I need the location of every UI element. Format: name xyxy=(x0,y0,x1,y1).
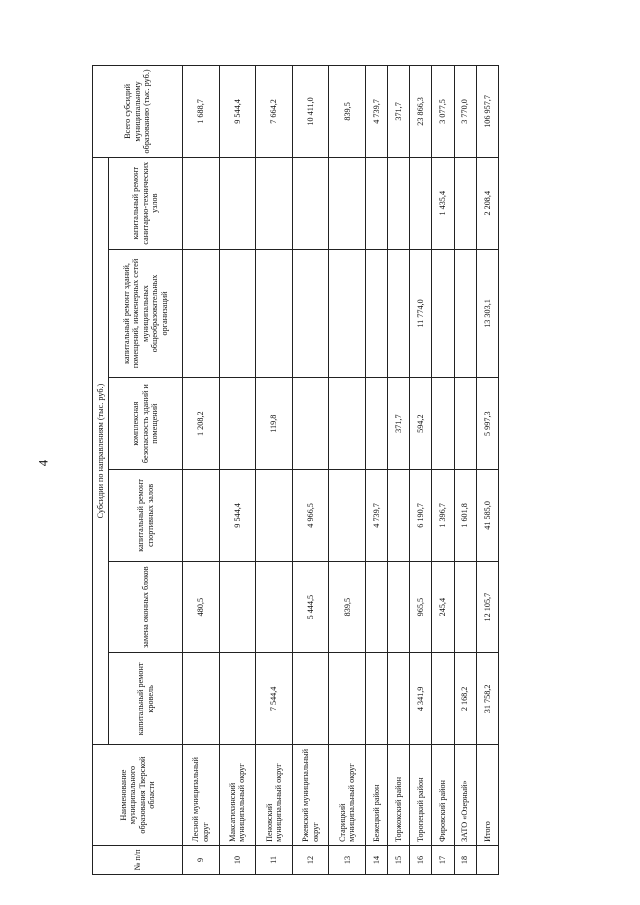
row-total: 3 077,5 xyxy=(432,66,454,158)
row-value xyxy=(388,249,410,378)
table-row xyxy=(329,66,366,875)
row-value xyxy=(219,157,256,249)
row-value xyxy=(329,470,366,562)
row-value xyxy=(183,157,220,249)
row-value xyxy=(292,249,329,378)
row-value xyxy=(329,249,366,378)
row-value xyxy=(454,561,476,653)
row-value xyxy=(292,378,329,470)
row-value: 965,5 xyxy=(410,561,432,653)
row-value xyxy=(329,653,366,745)
row-value xyxy=(388,470,410,562)
row-name: Торжокский район xyxy=(388,745,410,846)
itogo-value: 2 208,4 xyxy=(476,157,498,249)
row-value xyxy=(366,249,388,378)
row-value xyxy=(256,470,293,562)
row-value: 6 190,7 xyxy=(410,470,432,562)
row-value xyxy=(366,378,388,470)
row-total: 7 664,2 xyxy=(256,66,293,158)
row-value: 480,5 xyxy=(183,561,220,653)
table-row xyxy=(366,66,388,875)
row-total: 10 411,0 xyxy=(292,66,329,158)
row-value xyxy=(388,561,410,653)
row-value xyxy=(454,249,476,378)
row-value xyxy=(454,378,476,470)
row-total: 3 770,0 xyxy=(454,66,476,158)
row-value: 839,5 xyxy=(329,561,366,653)
itogo-value: 5 997,3 xyxy=(476,378,498,470)
row-value: 1 208,2 xyxy=(183,378,220,470)
row-name: Ржевский муниципальный округ xyxy=(292,745,329,846)
itogo-label: Итого xyxy=(476,745,498,846)
row-number: 10 xyxy=(219,845,256,874)
row-value xyxy=(292,157,329,249)
row-value xyxy=(432,249,454,378)
row-number: 13 xyxy=(329,845,366,874)
row-value: 1 396,7 xyxy=(432,470,454,562)
row-value: 4 739,7 xyxy=(366,470,388,562)
row-value xyxy=(410,157,432,249)
row-name: Пеновский муниципальный округ xyxy=(256,745,293,846)
row-number: 18 xyxy=(454,845,476,874)
row-value xyxy=(329,157,366,249)
row-value: 2 168,2 xyxy=(454,653,476,745)
table-row xyxy=(183,66,220,875)
row-number: 16 xyxy=(410,845,432,874)
header-col-sanitary: капитальный ремонт санитарно-технических узлов xyxy=(109,157,183,249)
row-name: Бежецкий район xyxy=(366,745,388,846)
header-col-windows: замена оконных блоков xyxy=(109,561,183,653)
row-value xyxy=(219,378,256,470)
table-row xyxy=(256,66,293,875)
header-group: Субсидии по направлениям (тыс. руб.) xyxy=(93,157,109,744)
header-col-safety: комплексная безопасность зданий и помещений xyxy=(109,378,183,470)
row-value xyxy=(219,561,256,653)
subsidy-table-rotated xyxy=(92,65,499,875)
row-total: 4 739,7 xyxy=(366,66,388,158)
row-value: 1 435,4 xyxy=(432,157,454,249)
header-name: Наименование муниципального образования Тверской области xyxy=(93,745,183,846)
row-number: 12 xyxy=(292,845,329,874)
table-row xyxy=(292,66,329,875)
row-value xyxy=(388,157,410,249)
row-value xyxy=(432,378,454,470)
table-row xyxy=(219,66,256,875)
row-value xyxy=(183,470,220,562)
itogo-value: 31 758,2 xyxy=(476,653,498,745)
row-value xyxy=(366,653,388,745)
row-value: 7 544,4 xyxy=(256,653,293,745)
row-value xyxy=(256,157,293,249)
row-name: Лесной муниципальный округ xyxy=(183,745,220,846)
row-number: 9 xyxy=(183,845,220,874)
row-total: 9 544,4 xyxy=(219,66,256,158)
row-value xyxy=(432,653,454,745)
row-value xyxy=(292,653,329,745)
row-number: 15 xyxy=(388,845,410,874)
empty-cell xyxy=(476,845,498,874)
row-value: 11 774,0 xyxy=(410,249,432,378)
table-row xyxy=(432,66,454,875)
row-number: 14 xyxy=(366,845,388,874)
row-value xyxy=(219,249,256,378)
row-value: 119,8 xyxy=(256,378,293,470)
row-value xyxy=(256,249,293,378)
row-name: Торопецкий район xyxy=(410,745,432,846)
subsidy-table xyxy=(92,65,499,875)
row-name: ЗАТО «Озерный» xyxy=(454,745,476,846)
header-num: № п/п xyxy=(93,845,183,874)
row-value: 245,4 xyxy=(432,561,454,653)
table-row xyxy=(410,66,432,875)
itogo-value: 12 105,7 xyxy=(476,561,498,653)
row-value: 9 544,4 xyxy=(219,470,256,562)
row-number: 17 xyxy=(432,845,454,874)
row-value: 4 341,9 xyxy=(410,653,432,745)
row-name: Старицкий муниципальный округ xyxy=(329,745,366,846)
page-number: 4 xyxy=(35,459,51,467)
itogo-total: 106 957,7 xyxy=(476,66,498,158)
row-total: 839,5 xyxy=(329,66,366,158)
itogo-value: 41 585,0 xyxy=(476,470,498,562)
header-col-buildings: капитальный ремонт зданий, помещений, инженерных сетей муниципальных общеобразовательных организаций xyxy=(109,249,183,378)
row-value xyxy=(183,249,220,378)
total-row xyxy=(476,66,498,875)
table-row xyxy=(454,66,476,875)
row-value: 5 444,5 xyxy=(292,561,329,653)
row-value xyxy=(388,653,410,745)
row-number: 11 xyxy=(256,845,293,874)
row-name: Фировский район xyxy=(432,745,454,846)
row-value: 594,2 xyxy=(410,378,432,470)
header-col-roofs: капитальный ремонт кровель xyxy=(109,653,183,745)
row-total: 23 866,3 xyxy=(410,66,432,158)
row-value xyxy=(366,561,388,653)
header-total: Всего субсидий муниципальному образованию (тыс. руб.) xyxy=(93,66,183,158)
row-value xyxy=(256,561,293,653)
header-col-gyms: капитальный ремонт спортивных залов xyxy=(109,470,183,562)
row-value: 1 601,8 xyxy=(454,470,476,562)
row-value xyxy=(454,157,476,249)
itogo-value: 13 303,1 xyxy=(476,249,498,378)
row-total: 1 688,7 xyxy=(183,66,220,158)
row-value: 4 966,5 xyxy=(292,470,329,562)
row-total: 371,7 xyxy=(388,66,410,158)
row-value xyxy=(183,653,220,745)
row-name: Максатихинский муниципальный округ xyxy=(219,745,256,846)
row-value xyxy=(329,378,366,470)
table-row xyxy=(388,66,410,875)
row-value xyxy=(366,157,388,249)
row-value: 371,7 xyxy=(388,378,410,470)
row-value xyxy=(219,653,256,745)
